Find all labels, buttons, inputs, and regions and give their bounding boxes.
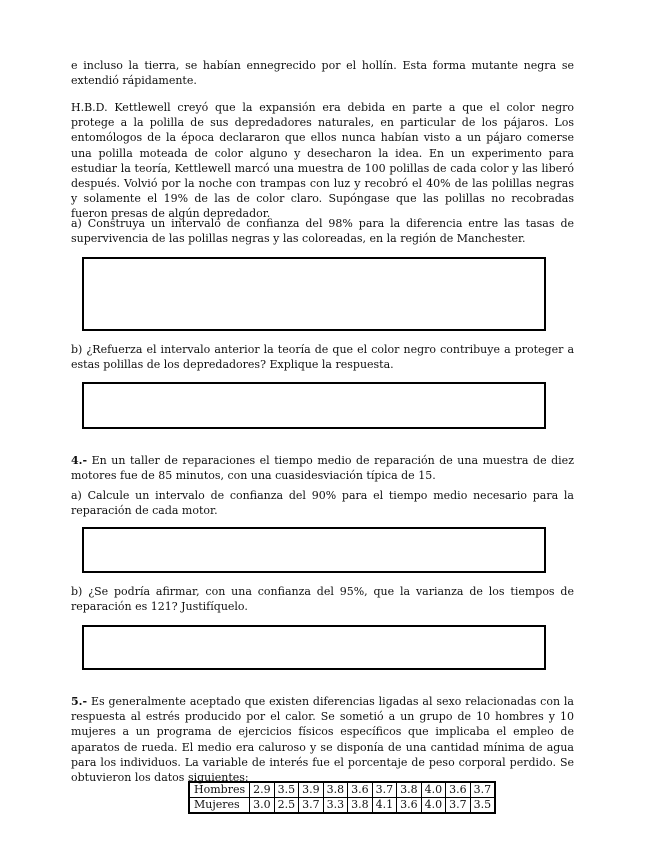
- row-label: Hombres: [189, 782, 250, 798]
- table-cell: 3.6: [397, 798, 422, 814]
- table-cell: 3.8: [323, 782, 348, 798]
- table-cell: 3.5: [470, 798, 495, 814]
- table-cell: 3.0: [250, 798, 275, 814]
- question-5-number: 5.-: [71, 695, 88, 708]
- question-5: [71, 694, 574, 785]
- row-label: Mujeres: [189, 798, 250, 814]
- answer-box-4b[interactable]: [82, 625, 546, 670]
- table-cell: 4.0: [421, 782, 446, 798]
- table-cell: 4.0: [421, 798, 446, 814]
- table-cell: 3.8: [397, 782, 422, 798]
- table-cell: 3.9: [299, 782, 324, 798]
- table-cell: 3.7: [446, 798, 471, 814]
- question-4: [71, 453, 574, 483]
- paragraph-kettlewell: H.B.D. Kettlewell creyó que la expansión era debida en parte a que el color negro protege a la polilla de sus depredadores naturales, en particular de los pájaros. Los entomólogos de la época declararon que ellos nunca habían visto a un pájaro comerse una polilla moteada de color alguno y desecharon la idea. En un experimento para estudiar la teoría, Kettlewell marcó una muestra de 100 polillas de cada color y las liberó después. Volvió por la noche con trampas con luz y recobró el 40% de las polillas negras y solamente el 19% de las de color claro. Supóngase que las polillas no recobradas fueron presas de algún depredador.: [71, 101, 574, 221]
- table-row-hombres: [189, 782, 495, 798]
- table-row-mujeres: [189, 798, 495, 814]
- question-4-text: En un taller de reparaciones el tiempo medio de reparación de una muestra de diez motores fue de 85 minutos, con una cuasidesviación típica de 15.: [71, 454, 574, 483]
- question-5-text: Es generalmente aceptado que existen diferencias ligadas al sexo relacionadas con la respuesta al estrés producido por el calor. Se sometió a un grupo de 10 hombres y 10 mujeres a un programa de ejercicios físicos específicos que implicaba el empleo de aparatos de rueda. El medio era caluroso y se disponía de una cantidad mínima de agua para los individuos. La variable de interés fue el porcentaje de peso corporal perdido. Se obtuvieron los datos siguientes:: [71, 695, 574, 785]
- question-4b: b) ¿Se podría afirmar, con una confianza del 95%, que la varianza de los tiempos de reparación es 121? Justifíquelo.: [71, 585, 574, 614]
- table-cell: 3.7: [299, 798, 324, 814]
- table-cell: 3.7: [470, 782, 495, 798]
- question-3a: a) Construya un intervalo de confianza del 98% para la diferencia entre las tasas de supervivencia de las polillas negras y las coloreadas, en la región de Manchester.: [71, 217, 574, 246]
- table-cell: 2.5: [274, 798, 299, 814]
- question-4a: a) Calcule un intervalo de confianza del 90% para el tiempo medio necesario para la reparación de cada motor.: [71, 489, 574, 518]
- paragraph-intro-continuation: e incluso la tierra, se habían ennegrecido por el hollín. Esta forma mutante negra se extendió rápidamente.: [71, 59, 574, 88]
- question-3b: b) ¿Refuerza el intervalo anterior la teoría de que el color negro contribuye a proteger a estas polillas de los depredadores? Explique la respuesta.: [71, 343, 574, 372]
- table-cell: 3.3: [323, 798, 348, 814]
- table-cell: 3.6: [446, 782, 471, 798]
- weight-loss-table: [188, 781, 496, 814]
- table-cell: 3.8: [348, 798, 373, 814]
- answer-box-3b[interactable]: [82, 382, 546, 429]
- table-cell: 4.1: [372, 798, 397, 814]
- table-cell: 2.9: [250, 782, 275, 798]
- table-cell: 3.6: [348, 782, 373, 798]
- answer-box-4a[interactable]: [82, 527, 546, 573]
- question-4-number: 4.-: [71, 454, 88, 467]
- answer-box-3a[interactable]: [82, 257, 546, 331]
- table-cell: 3.7: [372, 782, 397, 798]
- table-cell: 3.5: [274, 782, 299, 798]
